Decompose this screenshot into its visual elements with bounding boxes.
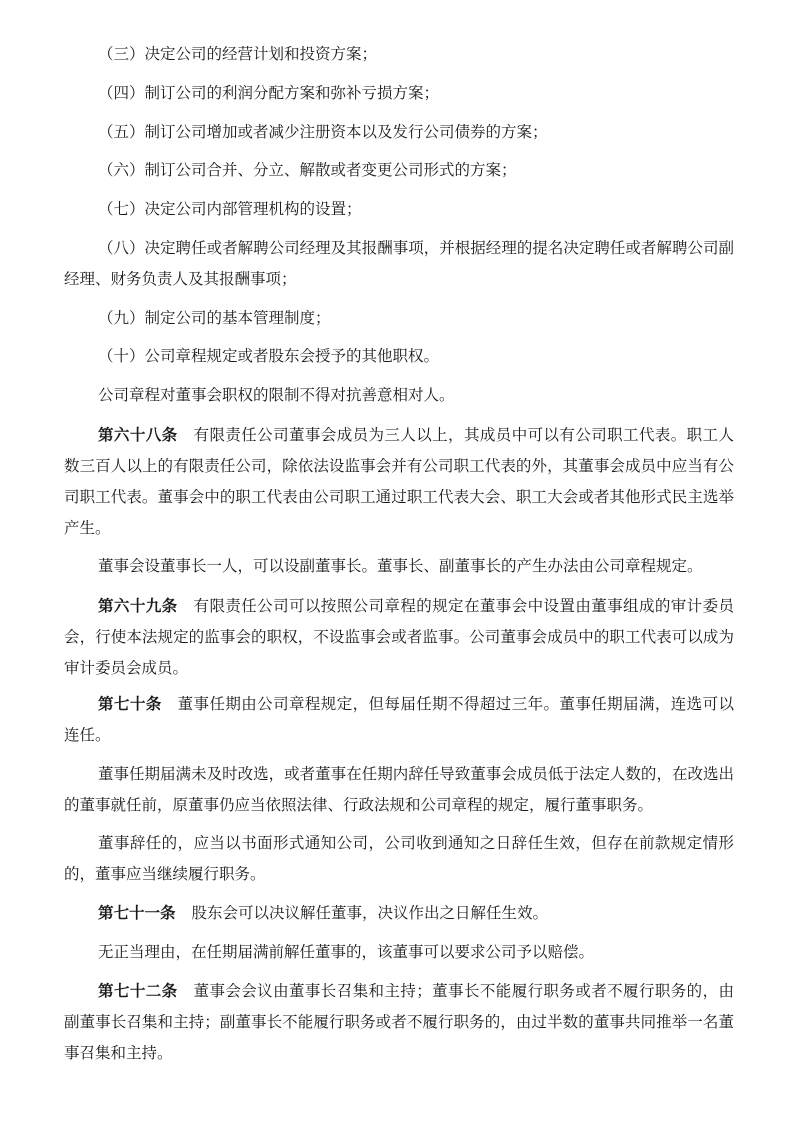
article-70 bbox=[64, 689, 734, 751]
paragraph-text: 有限责任公司可以按照公司章程的规定在董事会中设置由董事组成的审计委员会，行使本法规定的监事会的职权，不设监事会或者监事。公司董事会成员中的职工代表可以成为审计委员会成员。 bbox=[64, 597, 734, 677]
paragraph-text: 董事会设董事长一人，可以设副董事长。董事长、副董事长的产生办法由公司章程规定。 bbox=[98, 557, 703, 575]
paragraph bbox=[64, 39, 734, 70]
article-heading: 第七十一条 bbox=[98, 904, 176, 922]
paragraph-text: 股东会可以决议解任董事，决议作出之日解任生效。 bbox=[191, 904, 549, 922]
paragraph-text: 董事辞任的，应当以书面形式通知公司，公司收到通知之日辞任生效，但存在前款规定情形的，董事应当继续履行职务。 bbox=[64, 834, 734, 883]
paragraph-text: 董事任期届满未及时改选，或者董事在任期内辞任导致董事会成员低于法定人数的，在改选出的董事就任前，原董事仍应当依照法律、行政法规和公司章程的规定，履行董事职务。 bbox=[64, 765, 734, 814]
paragraph bbox=[64, 233, 734, 295]
paragraph bbox=[64, 341, 734, 372]
paragraph-text: （六）制订公司合并、分立、解散或者变更公司形式的方案； bbox=[98, 161, 517, 179]
article-heading: 第七十条 bbox=[98, 695, 162, 713]
article-68 bbox=[64, 420, 734, 544]
paragraph bbox=[64, 155, 734, 186]
paragraph bbox=[64, 828, 734, 890]
paragraph bbox=[64, 551, 734, 582]
paragraph-text: 董事会会议由董事长召集和主持；董事长不能履行职务或者不履行职务的，由副董事长召集和主持；副董事长不能履行职务或者不履行职务的，由过半数的董事共同推举一名董事召集和主持。 bbox=[64, 982, 734, 1062]
paragraph-text: （五）制订公司增加或者减少注册资本以及发行公司债券的方案； bbox=[98, 123, 548, 141]
paragraph-text: 公司章程对董事会职权的限制不得对抗善意相对人。 bbox=[98, 386, 455, 404]
paragraph-text: （八）决定聘任或者解聘公司经理及其报酬事项，并根据经理的提名决定聘任或者解聘公司副经理、财务负责人及其报酬事项； bbox=[64, 239, 734, 288]
article-heading: 第六十九条 bbox=[98, 597, 178, 615]
paragraph-text: 有限责任公司董事会成员为三人以上，其成员中可以有公司职工代表。职工人数三百人以上的有限责任公司，除依法设监事会并有公司职工代表的外，其董事会成员中应当有公司职工代表。董事会中的职工代表由公司职工通过职工代表大会、职工大会或者其他形式民主选举产生。 bbox=[64, 426, 734, 537]
paragraph bbox=[64, 194, 734, 225]
paragraph bbox=[64, 759, 734, 821]
paragraph-text: 无正当理由，在任期届满前解任董事的，该董事可以要求公司予以赔偿。 bbox=[98, 943, 595, 961]
paragraph-text: （四）制订公司的利润分配方案和弥补亏损方案； bbox=[98, 84, 440, 102]
article-heading: 第六十八条 bbox=[98, 426, 178, 444]
paragraph bbox=[64, 78, 734, 109]
article-heading: 第七十二条 bbox=[98, 982, 178, 1000]
paragraph-text: （十）公司章程规定或者股东会授予的其他职权。 bbox=[98, 347, 440, 365]
paragraph bbox=[64, 937, 734, 968]
paragraph-text: （九）制定公司的基本管理制度； bbox=[98, 309, 331, 327]
article-72 bbox=[64, 976, 734, 1069]
paragraph bbox=[64, 303, 734, 334]
paragraph-text: （三）决定公司的经营计划和投资方案； bbox=[98, 45, 378, 63]
paragraph-text: （七）决定公司内部管理机构的设置； bbox=[98, 200, 362, 218]
article-71 bbox=[64, 898, 734, 929]
paragraph bbox=[64, 380, 734, 411]
article-69 bbox=[64, 591, 734, 684]
paragraph bbox=[64, 117, 734, 148]
paragraph-text: 董事任期由公司章程规定，但每届任期不得超过三年。董事任期届满，连选可以连任。 bbox=[64, 695, 734, 744]
